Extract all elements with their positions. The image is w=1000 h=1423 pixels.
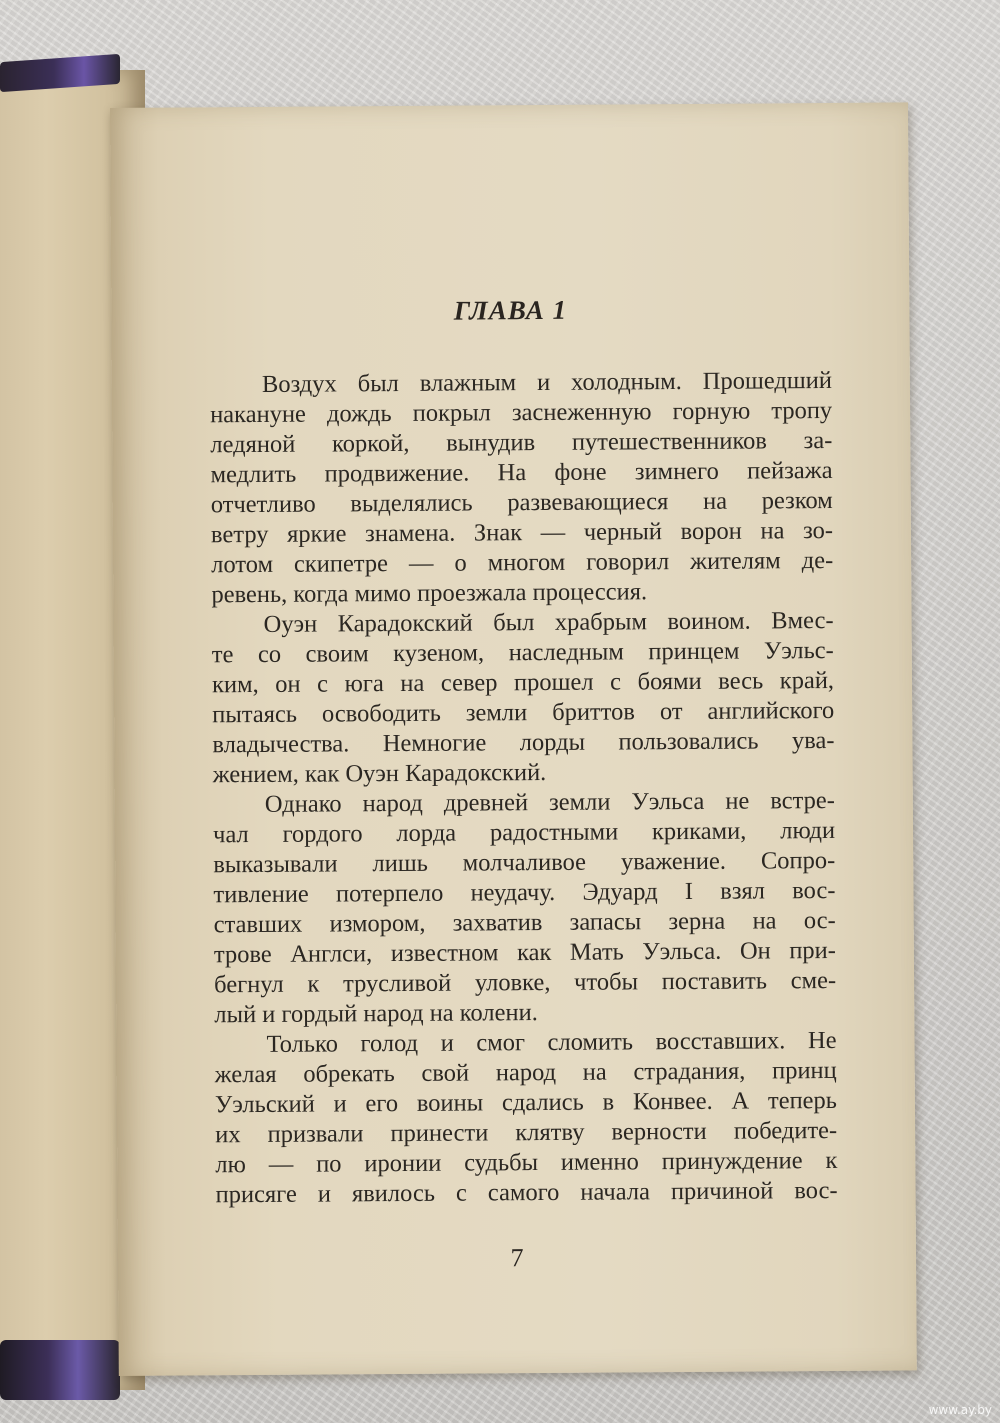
text-line: накануне дождь покрыл заснеженную горную тропу: [210, 396, 833, 429]
text-line: Только голод и смог сломить восставших. Не: [266, 1026, 837, 1058]
text-line: отчетливо выделялись развевающиеся на резком: [210, 486, 833, 519]
text-line: лотом скипетре — о многом говорил жителям де-: [211, 546, 834, 579]
page-text: [210, 366, 838, 1210]
text-line: трове Англси, известном как Мать Уэльса. Он при-: [213, 936, 836, 969]
text-line: желая обрекать свой народ на страдания, принц: [214, 1056, 837, 1089]
text-line: Уэльский и его воины сдались в Конвее. А теперь: [214, 1086, 838, 1119]
text-line: чал гордого лорда радостными криками, люди: [212, 816, 836, 849]
text-line: Воздух был влажным и холодным. Прошедший: [261, 366, 833, 398]
text-line: медлить продвижение. На фоне зимнего пейзажа: [210, 456, 833, 489]
text-line: жением, как Оуэн Карадокский.: [212, 758, 547, 789]
book-cover-edge-bottom: [0, 1340, 120, 1400]
text-line: лый и гордый народ на колени.: [214, 999, 538, 1029]
chapter-title: ГЛАВА 1: [453, 294, 568, 326]
text-line: пытаясь освободить земли бриттов от английского: [212, 696, 835, 729]
text-line: ледяной коркой, вынудив путешественников за-: [210, 426, 833, 459]
page-number: 7: [510, 1243, 524, 1273]
text-line: Однако народ древней земли Уэльса не встре-: [264, 786, 835, 818]
text-line: те со своим кузеном, наследным принцем Уэльс-: [211, 636, 834, 669]
text-line: ким, он с юга на север прошел с боями весь край,: [211, 666, 835, 699]
text-line: владычества. Немногие лорды пользовались ува-: [212, 726, 835, 759]
text-line: ревень, когда мимо проезжала процессия.: [211, 578, 648, 609]
text-line: выказывали лишь молчаливое уважение. Сопро-: [213, 846, 836, 879]
watermark: www.ay.by: [928, 1403, 992, 1417]
text-line: ветру яркие знамена. Знак — черный ворон на зо-: [210, 516, 834, 549]
text-line: Оуэн Карадокский был храбрым воином. Вмес-: [263, 606, 834, 638]
text-line: бегнул к трусливой уловке, чтобы поставить сме-: [214, 966, 837, 999]
book-page: [110, 102, 917, 1376]
text-line: лю — по иронии судьбы именно принуждение к: [215, 1146, 838, 1179]
text-line: присяге и явилось с самого начала причиной вос-: [215, 1176, 838, 1209]
text-line: их призвали принести клятву верности победите-: [215, 1116, 838, 1149]
text-line: тивление потерпело неудачу. Эдуард I взял вос-: [213, 876, 836, 909]
text-line: ставших измором, захватив запасы зерна на ос-: [213, 906, 836, 939]
